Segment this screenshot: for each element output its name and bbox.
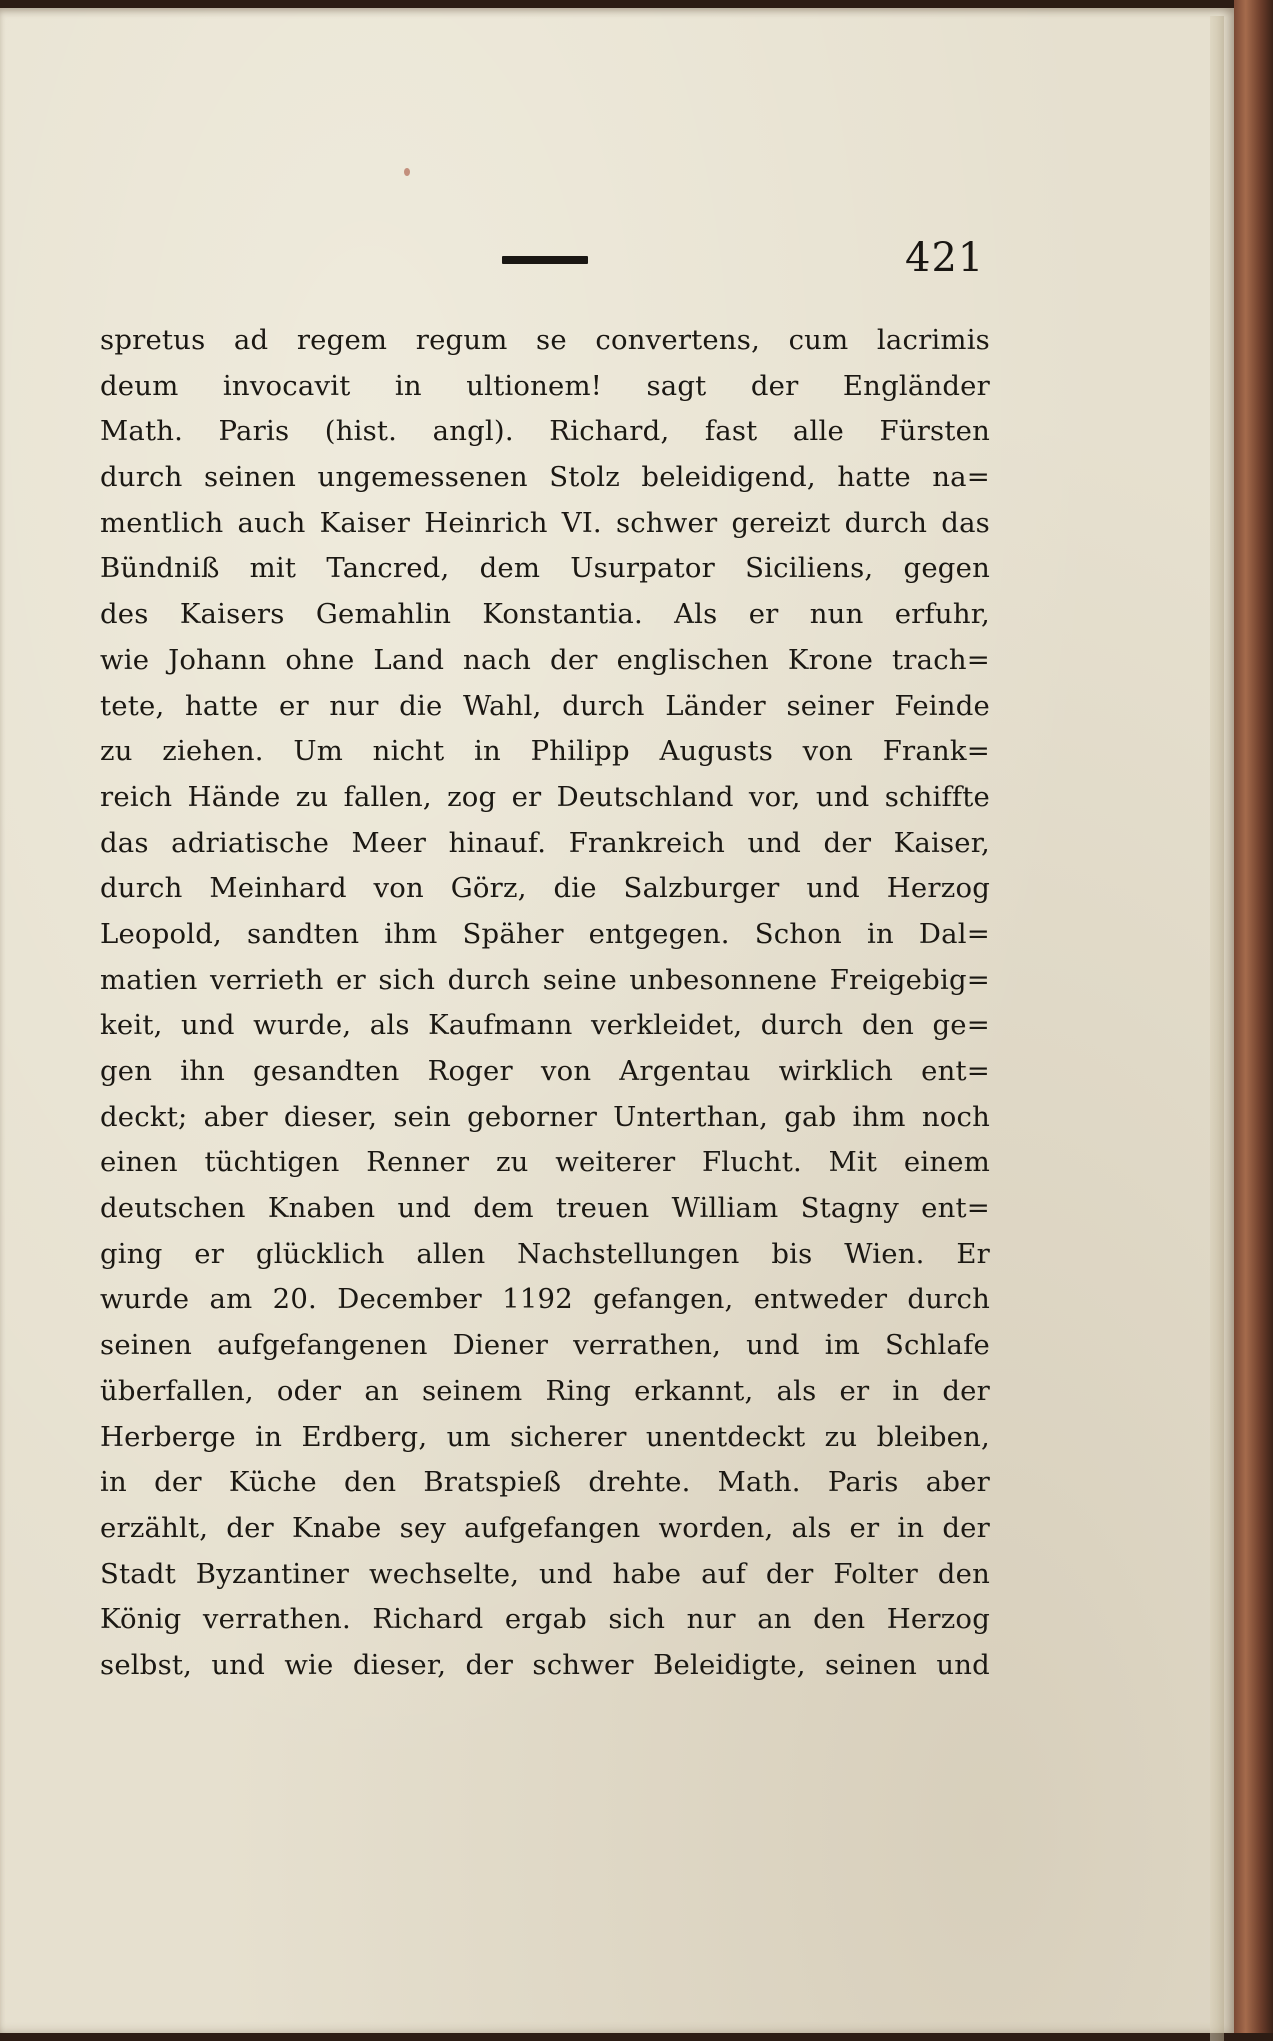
book-page <box>0 8 1234 2033</box>
text-line: wurde am 20. December 1192 gefangen, entweder durch <box>100 1283 990 1316</box>
text-line: Stadt Byzantiner wechselte, und habe auf der Folter den <box>100 1557 990 1590</box>
text-line: König verrathen. Richard ergab sich nur an den Herzog <box>100 1603 990 1636</box>
header-rule <box>502 256 588 264</box>
text-line: einen tüchtigen Renner zu weiterer Flucht. Mit einem <box>100 1146 990 1179</box>
text-line: Math. Paris (hist. angl). Richard, fast alle Fürsten <box>100 415 990 448</box>
text-line: überfallen, oder an seinem Ring erkannt, als er in der <box>100 1374 990 1407</box>
text-line: seinen aufgefangenen Diener verrathen, und im Schlafe <box>100 1329 990 1362</box>
text-line: deckt; aber dieser, sein geborner Unterthan, gab ihm noch <box>100 1100 990 1133</box>
text-line: keit, und wurde, als Kaufmann verkleidet, durch den ge= <box>100 1009 990 1042</box>
text-line: mentlich auch Kaiser Heinrich VI. schwer gereizt durch das <box>100 506 990 539</box>
text-line: in der Küche den Bratspieß drehte. Math. Paris aber <box>100 1466 990 1499</box>
text-line: matien verrieth er sich durch seine unbesonnene Freigebig= <box>100 963 990 996</box>
text-line: wie Johann ohne Land nach der englischen Krone trach= <box>100 643 990 676</box>
text-line: tete, hatte er nur die Wahl, durch Länder seiner Feinde <box>100 689 990 722</box>
body-text <box>100 318 990 1689</box>
text-line: ging er glücklich allen Nachstellungen bis Wien. Er <box>100 1237 990 1270</box>
text-line: erzählt, der Knabe sey aufgefangen worden, als er in der <box>100 1511 990 1544</box>
text-line: Herberge in Erdberg, um sicherer unentdeckt zu bleiben, <box>100 1420 990 1453</box>
text-line: deum invocavit in ultionem! sagt der Engländer <box>100 369 990 402</box>
text-line: durch Meinhard von Görz, die Salzburger und Herzog <box>100 872 990 905</box>
text-line: deutschen Knaben und dem treuen William Stagny ent= <box>100 1192 990 1225</box>
text-line: reich Hände zu fallen, zog er Deutschland vor, und schiffte <box>100 780 990 813</box>
page-number: 421 <box>905 235 985 281</box>
text-line: des Kaisers Gemahlin Konstantia. Als er nun erfuhr, <box>100 598 990 631</box>
text-line: gen ihn gesandten Roger von Argentau wirklich ent= <box>100 1055 990 1087</box>
book-edge <box>1234 0 1273 2033</box>
paper-stain <box>404 168 410 176</box>
text-line: das adriatische Meer hinauf. Frankreich und der Kaiser, <box>100 826 990 859</box>
text-line: selbst, und wie dieser, der schwer Beleidigte, seinen und <box>100 1648 990 1681</box>
text-line: Bündniß mit Tancred, dem Usurpator Siciliens, gegen <box>100 552 990 585</box>
text-line: spretus ad regem regum se convertens, cum lacrimis <box>100 324 990 356</box>
text-line: zu ziehen. Um nicht in Philipp Augusts von Frank= <box>100 735 990 768</box>
text-line: durch seinen ungemessenen Stolz beleidigend, hatte na= <box>100 461 990 494</box>
page-fore-edge <box>1210 16 1224 2041</box>
text-line: Leopold, sandten ihm Späher entgegen. Schon in Dal= <box>100 917 990 950</box>
